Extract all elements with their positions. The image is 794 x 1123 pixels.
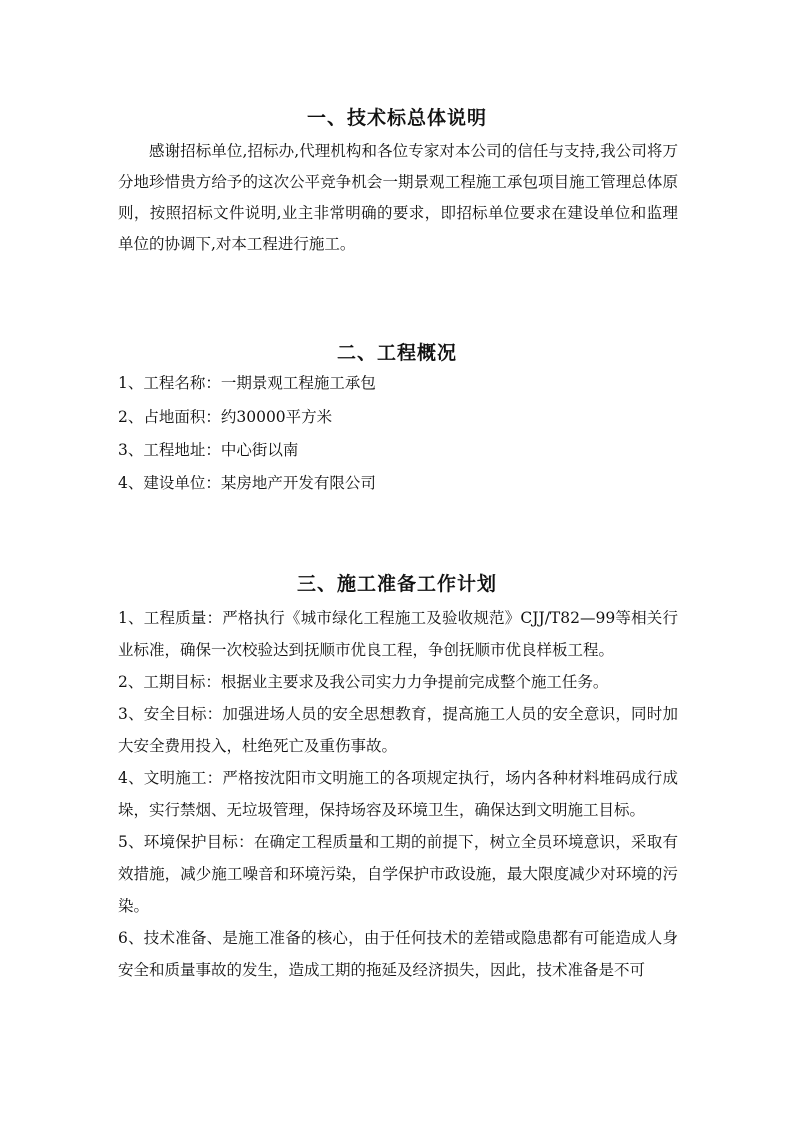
plan-item-quality: 1、工程质量：严格执行《城市绿化工程施工及验收规范》CJJ/T82—99等相关行业标准，确保一次校验达到抚顺市优良工程，争创抚顺市优良样板工程。 bbox=[118, 609, 678, 659]
plan-item-technical: 6、技术准备、是施工准备的核心，由于任何技术的差错或隐患都有可能造成人身安全和质量事故的发生，造成工期的拖延及经济损失，因此，技术准备是不可 bbox=[118, 929, 678, 979]
overview-item-area: 2、占地面积：约30000平方米 bbox=[118, 408, 333, 426]
section1-title: 一、技术标总体说明 bbox=[306, 107, 487, 129]
plan-item-environment: 5、环境保护目标：在确定工程质量和工期的前提下，树立全员环境意识，采取有效措施，减少施工噪音和环境污染，自学保护市政设施，最大限度减少对环境的污染。 bbox=[118, 833, 678, 915]
plan-list bbox=[118, 602, 678, 986]
section3-title: 三、施工准备工作计划 bbox=[296, 573, 497, 595]
overview-item-name: 1、工程名称：一期景观工程施工承包 bbox=[118, 374, 376, 392]
plan-item-civilized: 4、文明施工：严格按沈阳市文明施工的各项规定执行，场内各种材料堆码成行成垛，实行禁烟、无垃圾管理，保持场容及环境卫生，确保达到文明施工目标。 bbox=[118, 769, 678, 819]
overview-item-owner: 4、建设单位：某房地产开发有限公司 bbox=[118, 474, 376, 492]
section2-title: 二、工程概况 bbox=[336, 342, 457, 364]
overview-item-address: 3、工程地址：中心街以南 bbox=[118, 441, 299, 459]
section1-paragraph: 感谢招标单位,招标办,代理机构和各位专家对本公司的信任与支持,我公司将万分地珍惜贵方给予的这次公平竞争机会一期景观工程施工承包项目施工管理总体原则，按照招标文件说明,业主非常明确的要求，即招标单位要求在建设单位和监理单位的协调下,对本工程进行施工。 bbox=[118, 142, 678, 253]
plan-item-schedule: 2、工期目标：根据业主要求及我公司实力力争提前完成整个施工任务。 bbox=[118, 673, 609, 691]
plan-item-safety: 3、安全目标：加强进场人员的安全思想教育，提高施工人员的安全意识，同时加大安全费用投入，杜绝死亡及重伤事故。 bbox=[118, 705, 678, 755]
